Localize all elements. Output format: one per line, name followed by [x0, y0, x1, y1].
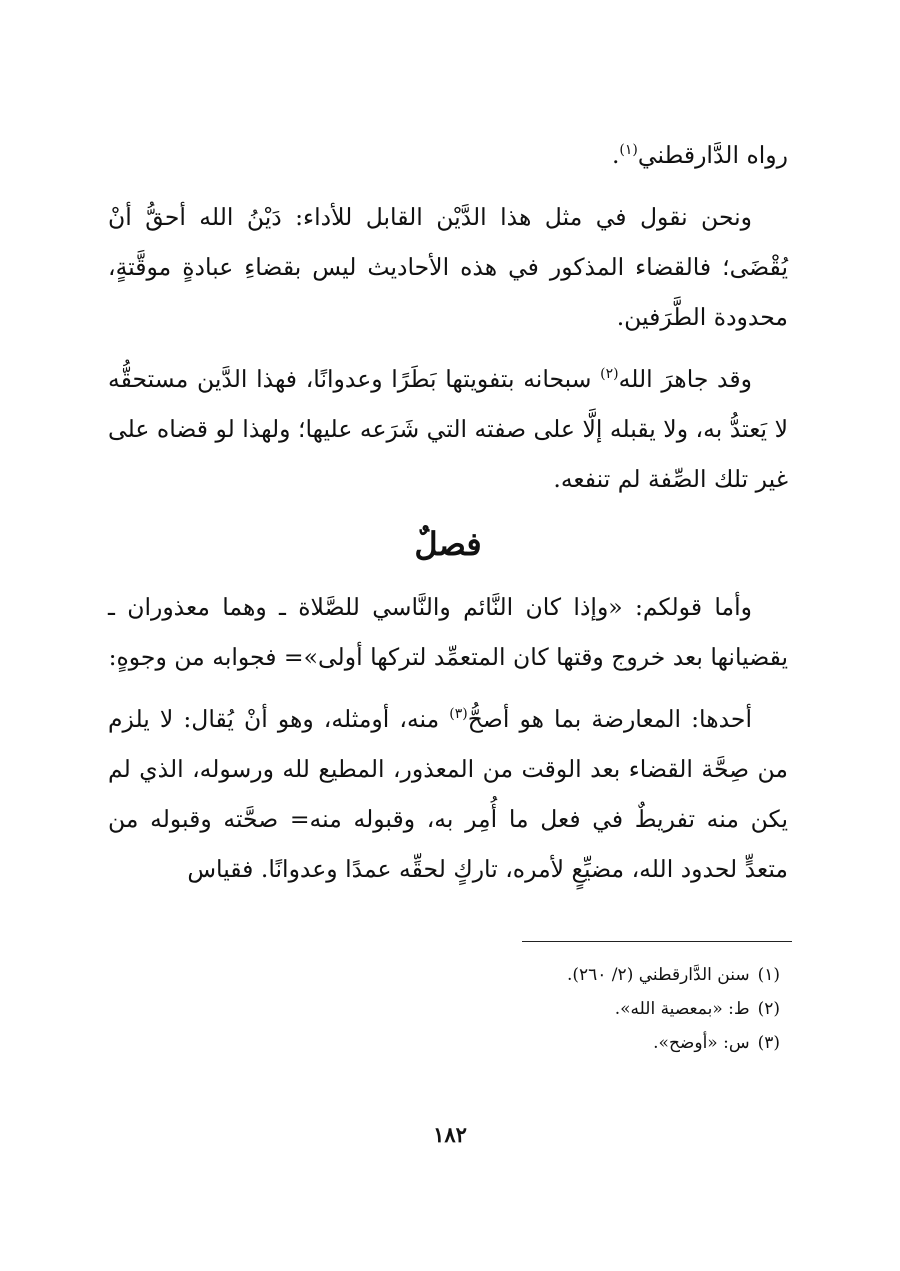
paragraph-2: ونحن نقول في مثل هذا الدَّيْن القابل للأداء: دَيْنُ الله أحقُّ أنْ يُقْضَى؛ فالقضاء المذكور في هذه الأحاديث ليس بقضاءِ عبادةٍ موقَّتةٍ، محدودة الطَّرَفين.	[108, 203, 788, 331]
footnote-ref-3: (٣)	[449, 706, 468, 723]
footnote-1: (١)سنن الدَّارقطني (٢/ ٢٦٠).	[566, 965, 780, 985]
footnotes	[120, 958, 780, 1060]
page-number: ١٨٢	[433, 1122, 467, 1147]
paragraph-1: رواه الدَّارقطني$^{(١)}$.	[611, 141, 788, 169]
main-text	[108, 130, 788, 906]
paragraph-3: وقد جاهرَ الله$^{(٢)}$ سبحانه بتفويتها بَطَرًا وعدوانًا، فهذا الدَّين مستحقُّه لا يَعتدُّ به، ولا يقبله إلَّا على صفته التي شَرَعه عليها؛ ولهذا لو قضاه على غير تلك الصِّفة لم تنفعه.	[108, 365, 788, 493]
footnote-3: (٣)س: «أوضح».	[653, 1033, 780, 1053]
section-heading: فصلٌ	[414, 525, 482, 563]
paragraph-4: وأما قولكم: «وإذا كان النَّائم والنَّاسي للصَّلاة ـ وهما معذوران ـ يقضيانها بعد خروج وقتها كان المتعمِّد لتركها أولى»= فجوابه من وجوهٍ:	[108, 593, 788, 671]
footnote-2: (٢)ط: «بمعصية الله».	[614, 999, 780, 1019]
footnote-ref-1: (١)	[619, 142, 638, 159]
footnote-ref-2: (٢)	[600, 366, 619, 383]
paragraph-5: أحدها: المعارضة بما هو أصحُّ$^{(٣)}$ منه، أومثله، وهو أنْ يُقال: لا يلزم من صِحَّة القضاء بعد الوقت من المعذور، المطيع لله ورسوله، الذي لم يكن منه تفريطٌ في فعل ما أُمِر به، وقبوله منه= صحَّته وقبوله من متعدٍّ لحدود الله، مضيِّعٍ لأمره، تاركٍ لحقِّه عمدًا وعدوانًا. فقياس	[108, 705, 788, 883]
footnote-divider	[522, 941, 792, 942]
